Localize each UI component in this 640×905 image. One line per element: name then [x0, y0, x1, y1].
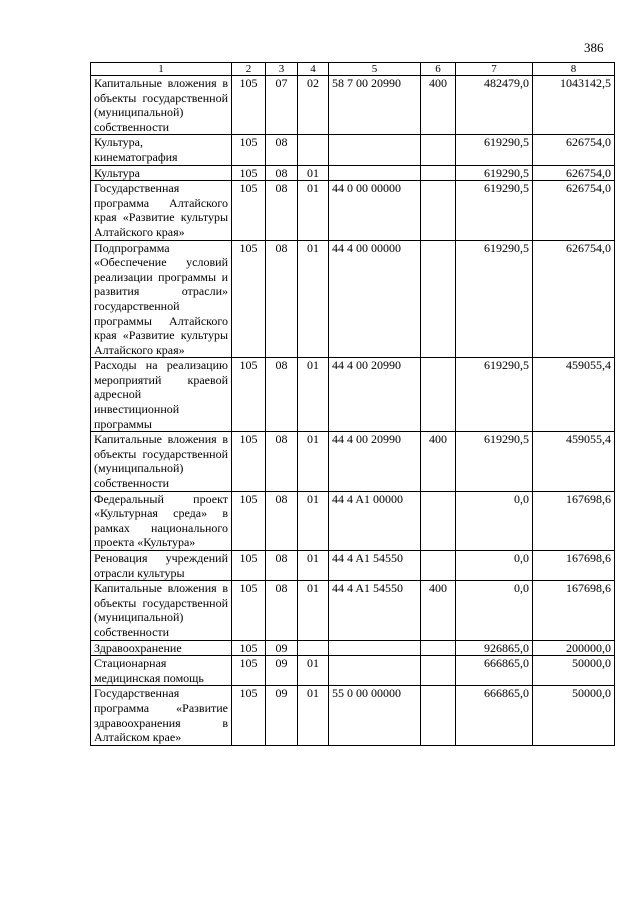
table-row	[91, 165, 615, 181]
code-subsection: 01	[298, 656, 329, 686]
amount-year-2: 50000,0	[533, 686, 615, 745]
amount-year-1: 619290,5	[456, 135, 533, 165]
amount-year-2: 1043142,5	[533, 76, 615, 135]
table-row	[91, 656, 615, 686]
code-ministry: 105	[232, 432, 266, 491]
amount-year-1: 482479,0	[456, 76, 533, 135]
code-subsection: 01	[298, 432, 329, 491]
code-section: 08	[266, 581, 298, 640]
item-name: Культура, кинематография	[91, 135, 232, 165]
code-target: 55 0 00 00000	[329, 686, 421, 745]
item-name: Капитальные вложения в объекты государственной (муниципальной) собственности	[91, 432, 232, 491]
budget-table	[90, 62, 615, 746]
amount-year-1: 619290,5	[456, 165, 533, 181]
code-target: 44 4 00 20990	[329, 358, 421, 432]
code-target: 44 4 00 20990	[329, 432, 421, 491]
amount-year-2: 459055,4	[533, 358, 615, 432]
item-name: Государственная программа «Развитие здравоохранения в Алтайском крае»	[91, 686, 232, 745]
code-ministry: 105	[232, 76, 266, 135]
code-expense-type	[421, 551, 456, 581]
code-expense-type	[421, 686, 456, 745]
amount-year-2: 626754,0	[533, 165, 615, 181]
amount-year-1: 619290,5	[456, 432, 533, 491]
code-target: 44 4 A1 54550	[329, 551, 421, 581]
item-name: Реновация учреждений отрасли культуры	[91, 551, 232, 581]
table-row	[91, 240, 615, 358]
code-ministry: 105	[232, 581, 266, 640]
code-subsection: 02	[298, 76, 329, 135]
amount-year-2: 167698,6	[533, 581, 615, 640]
column-header: 8	[533, 63, 615, 76]
item-name: Капитальные вложения в объекты государственной (муниципальной) собственности	[91, 581, 232, 640]
column-header: 5	[329, 63, 421, 76]
item-name: Здравоохранение	[91, 640, 232, 656]
code-section: 08	[266, 491, 298, 550]
table-row	[91, 358, 615, 432]
code-ministry: 105	[232, 656, 266, 686]
code-ministry: 105	[232, 240, 266, 358]
code-expense-type	[421, 358, 456, 432]
amount-year-1: 619290,5	[456, 358, 533, 432]
code-section: 09	[266, 640, 298, 656]
column-header: 6	[421, 63, 456, 76]
code-ministry: 105	[232, 686, 266, 745]
amount-year-1: 666865,0	[456, 656, 533, 686]
code-expense-type	[421, 181, 456, 240]
amount-year-1: 666865,0	[456, 686, 533, 745]
code-section: 08	[266, 181, 298, 240]
item-name: Культура	[91, 165, 232, 181]
amount-year-1: 619290,5	[456, 181, 533, 240]
item-name: Расходы на реализацию мероприятий краевой адресной инвестиционной программы	[91, 358, 232, 432]
code-target: 44 4 A1 00000	[329, 491, 421, 550]
amount-year-2: 167698,6	[533, 491, 615, 550]
amount-year-1: 0,0	[456, 551, 533, 581]
code-ministry: 105	[232, 358, 266, 432]
amount-year-2: 626754,0	[533, 240, 615, 358]
code-subsection: 01	[298, 358, 329, 432]
code-ministry: 105	[232, 551, 266, 581]
column-header: 3	[266, 63, 298, 76]
code-ministry: 105	[232, 135, 266, 165]
code-section: 07	[266, 76, 298, 135]
item-name: Подпрограмма «Обеспечение условий реализации программы и развития отрасли» государственной программы Алтайского края «Развитие культуры Алтайского края»	[91, 240, 232, 358]
amount-year-1: 926865,0	[456, 640, 533, 656]
table-row	[91, 686, 615, 745]
code-subsection: 01	[298, 686, 329, 745]
column-header: 1	[91, 63, 232, 76]
amount-year-1: 0,0	[456, 581, 533, 640]
table-row	[91, 432, 615, 491]
amount-year-2: 167698,6	[533, 551, 615, 581]
table-row	[91, 135, 615, 165]
column-header: 4	[298, 63, 329, 76]
code-ministry: 105	[232, 165, 266, 181]
amount-year-2: 50000,0	[533, 656, 615, 686]
code-expense-type: 400	[421, 581, 456, 640]
code-ministry: 105	[232, 640, 266, 656]
code-expense-type	[421, 240, 456, 358]
table-row	[91, 491, 615, 550]
code-target: 44 0 00 00000	[329, 181, 421, 240]
code-section: 08	[266, 135, 298, 165]
code-subsection: 01	[298, 165, 329, 181]
amount-year-2: 626754,0	[533, 181, 615, 240]
column-header: 2	[232, 63, 266, 76]
code-section: 09	[266, 686, 298, 745]
code-target	[329, 165, 421, 181]
code-subsection: 01	[298, 581, 329, 640]
item-name: Стационарная медицинская помощь	[91, 656, 232, 686]
code-subsection	[298, 135, 329, 165]
amount-year-2: 626754,0	[533, 135, 615, 165]
amount-year-1: 0,0	[456, 491, 533, 550]
code-expense-type	[421, 491, 456, 550]
code-section: 08	[266, 551, 298, 581]
code-section: 08	[266, 432, 298, 491]
code-subsection: 01	[298, 240, 329, 358]
code-expense-type	[421, 165, 456, 181]
table-row	[91, 551, 615, 581]
amount-year-1: 619290,5	[456, 240, 533, 358]
amount-year-2: 200000,0	[533, 640, 615, 656]
code-target: 58 7 00 20990	[329, 76, 421, 135]
code-ministry: 105	[232, 491, 266, 550]
code-ministry: 105	[232, 181, 266, 240]
item-name: Капитальные вложения в объекты государственной (муниципальной) собственности	[91, 76, 232, 135]
code-section: 08	[266, 240, 298, 358]
code-expense-type	[421, 656, 456, 686]
code-subsection: 01	[298, 181, 329, 240]
code-target: 44 4 A1 54550	[329, 581, 421, 640]
code-subsection: 01	[298, 551, 329, 581]
code-section: 09	[266, 656, 298, 686]
header-row	[91, 63, 615, 76]
table-row	[91, 640, 615, 656]
code-target	[329, 640, 421, 656]
code-subsection	[298, 640, 329, 656]
code-section: 08	[266, 165, 298, 181]
code-subsection: 01	[298, 491, 329, 550]
code-expense-type: 400	[421, 432, 456, 491]
code-target: 44 4 00 00000	[329, 240, 421, 358]
code-expense-type	[421, 640, 456, 656]
code-target	[329, 656, 421, 686]
code-expense-type: 400	[421, 76, 456, 135]
column-header: 7	[456, 63, 533, 76]
page-number: 386	[584, 40, 604, 55]
code-target	[329, 135, 421, 165]
item-name: Федеральный проект «Культурная среда» в рамках национального проекта «Культура»	[91, 491, 232, 550]
table-row	[91, 181, 615, 240]
item-name: Государственная программа Алтайского края «Развитие культуры Алтайского края»	[91, 181, 232, 240]
code-expense-type	[421, 135, 456, 165]
code-section: 08	[266, 358, 298, 432]
amount-year-2: 459055,4	[533, 432, 615, 491]
table-row	[91, 581, 615, 640]
table-row	[91, 76, 615, 135]
